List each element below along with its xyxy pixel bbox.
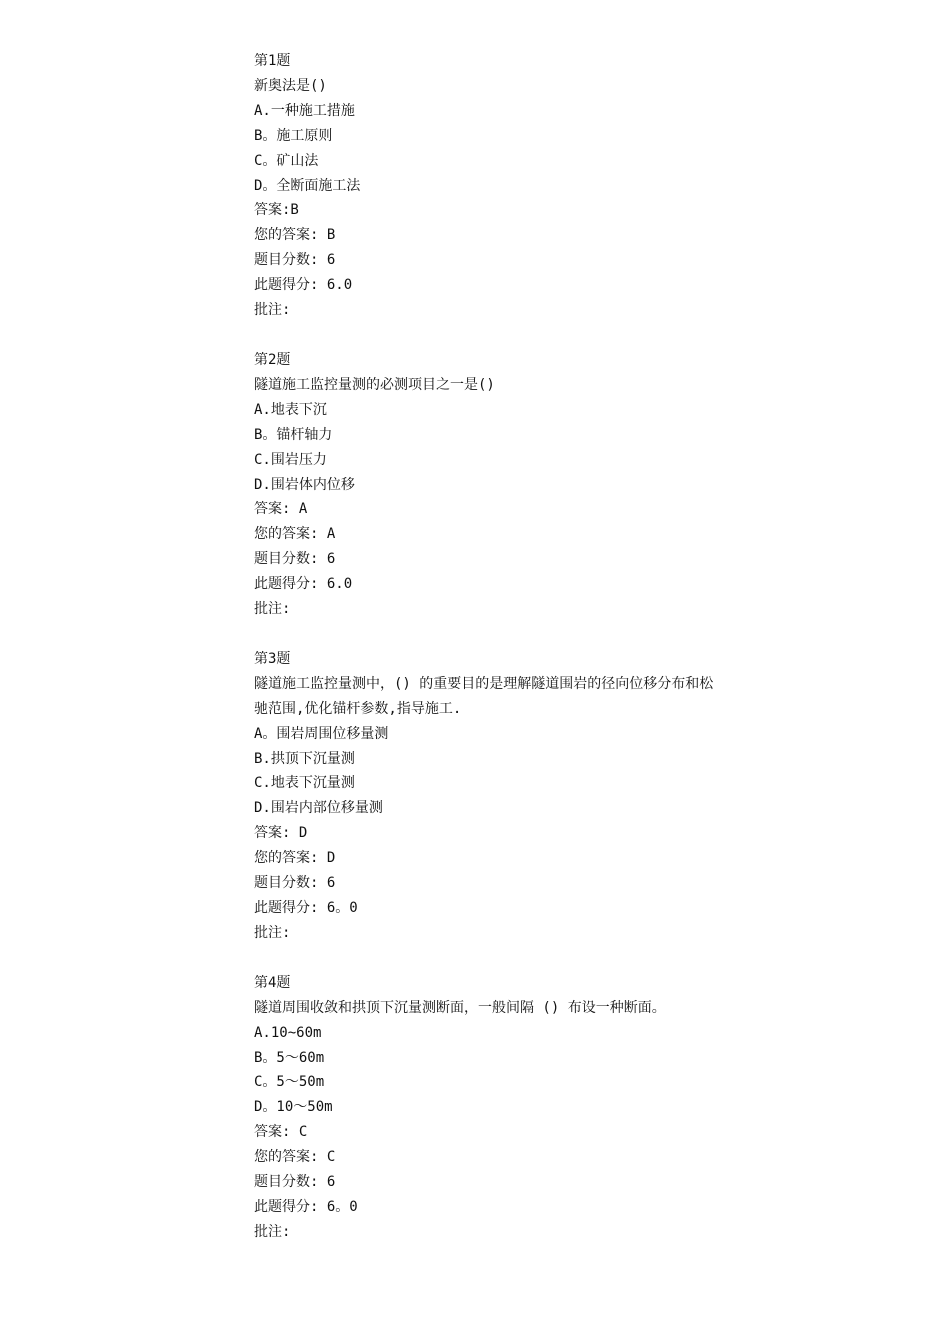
question-score: 题目分数: 6: [254, 875, 336, 892]
option-a: A。围岩周围位移量测: [254, 725, 389, 742]
question-4: [254, 971, 714, 1245]
remark: 批注:: [254, 924, 291, 941]
question-title: 第1题: [254, 53, 291, 69]
option-c: C。5～50m: [254, 1074, 325, 1091]
question-3: [254, 647, 714, 946]
option-d: D。10～50m: [254, 1099, 333, 1116]
correct-answer: 答案: A: [254, 501, 308, 518]
correct-answer: 答案: D: [254, 825, 308, 842]
option-b: B。5～60m: [254, 1049, 325, 1066]
document-page: [254, 49, 714, 1245]
earned-score: 此题得分: 6.0: [254, 576, 353, 593]
option-b: B.拱顶下沉量测: [254, 750, 355, 767]
question-title: 第2题: [254, 351, 291, 368]
option-c: C.地表下沉量测: [254, 775, 355, 792]
option-d: D.围岩内部位移量测: [254, 800, 383, 817]
option-b: B。锚杆轴力: [254, 426, 333, 443]
question-score: 题目分数: 6: [254, 551, 336, 568]
question-score: 题目分数: 6: [254, 252, 336, 269]
option-a: A.一种施工措施: [254, 102, 355, 119]
remark: 批注:: [254, 1223, 291, 1240]
question-stem: 隧道周围收敛和拱顶下沉量测断面，一般间隔 () 布设一种断面。: [254, 999, 666, 1016]
question-score: 题目分数: 6: [254, 1174, 336, 1191]
option-a: A.10~60m: [254, 1024, 322, 1041]
question-stem: 隧道施工监控量测的必测项目之一是(): [254, 376, 495, 393]
option-c: C。矿山法: [254, 152, 319, 169]
option-d: D.围岩体内位移: [254, 476, 355, 493]
your-answer: 您的答案: A: [254, 526, 336, 543]
remark: 批注:: [254, 601, 291, 618]
correct-answer: 答案: C: [254, 1124, 308, 1141]
earned-score: 此题得分: 6。0: [254, 1198, 358, 1215]
your-answer: 您的答案: D: [254, 850, 336, 867]
your-answer: 您的答案: B: [254, 227, 336, 244]
option-c: C.围岩压力: [254, 451, 327, 468]
option-b: B。施工原则: [254, 127, 333, 144]
question-2: [254, 348, 714, 622]
option-d: D。全断面施工法: [254, 177, 361, 194]
question-stem: 隧道施工监控量测中，() 的重要目的是理解隧道围岩的径向位移分布和松驰范围,优化锚杆参数,指导施工.: [254, 675, 714, 717]
question-stem: 新奥法是(): [254, 77, 327, 94]
question-title: 第3题: [254, 650, 291, 667]
your-answer: 您的答案: C: [254, 1149, 336, 1166]
question-1: [254, 49, 714, 323]
earned-score: 此题得分: 6。0: [254, 900, 358, 916]
correct-answer: 答案:B: [254, 202, 299, 219]
option-a: A.地表下沉: [254, 401, 327, 418]
remark: 批注:: [254, 302, 291, 319]
question-title: 第4题: [254, 974, 291, 991]
earned-score: 此题得分: 6.0: [254, 277, 353, 294]
